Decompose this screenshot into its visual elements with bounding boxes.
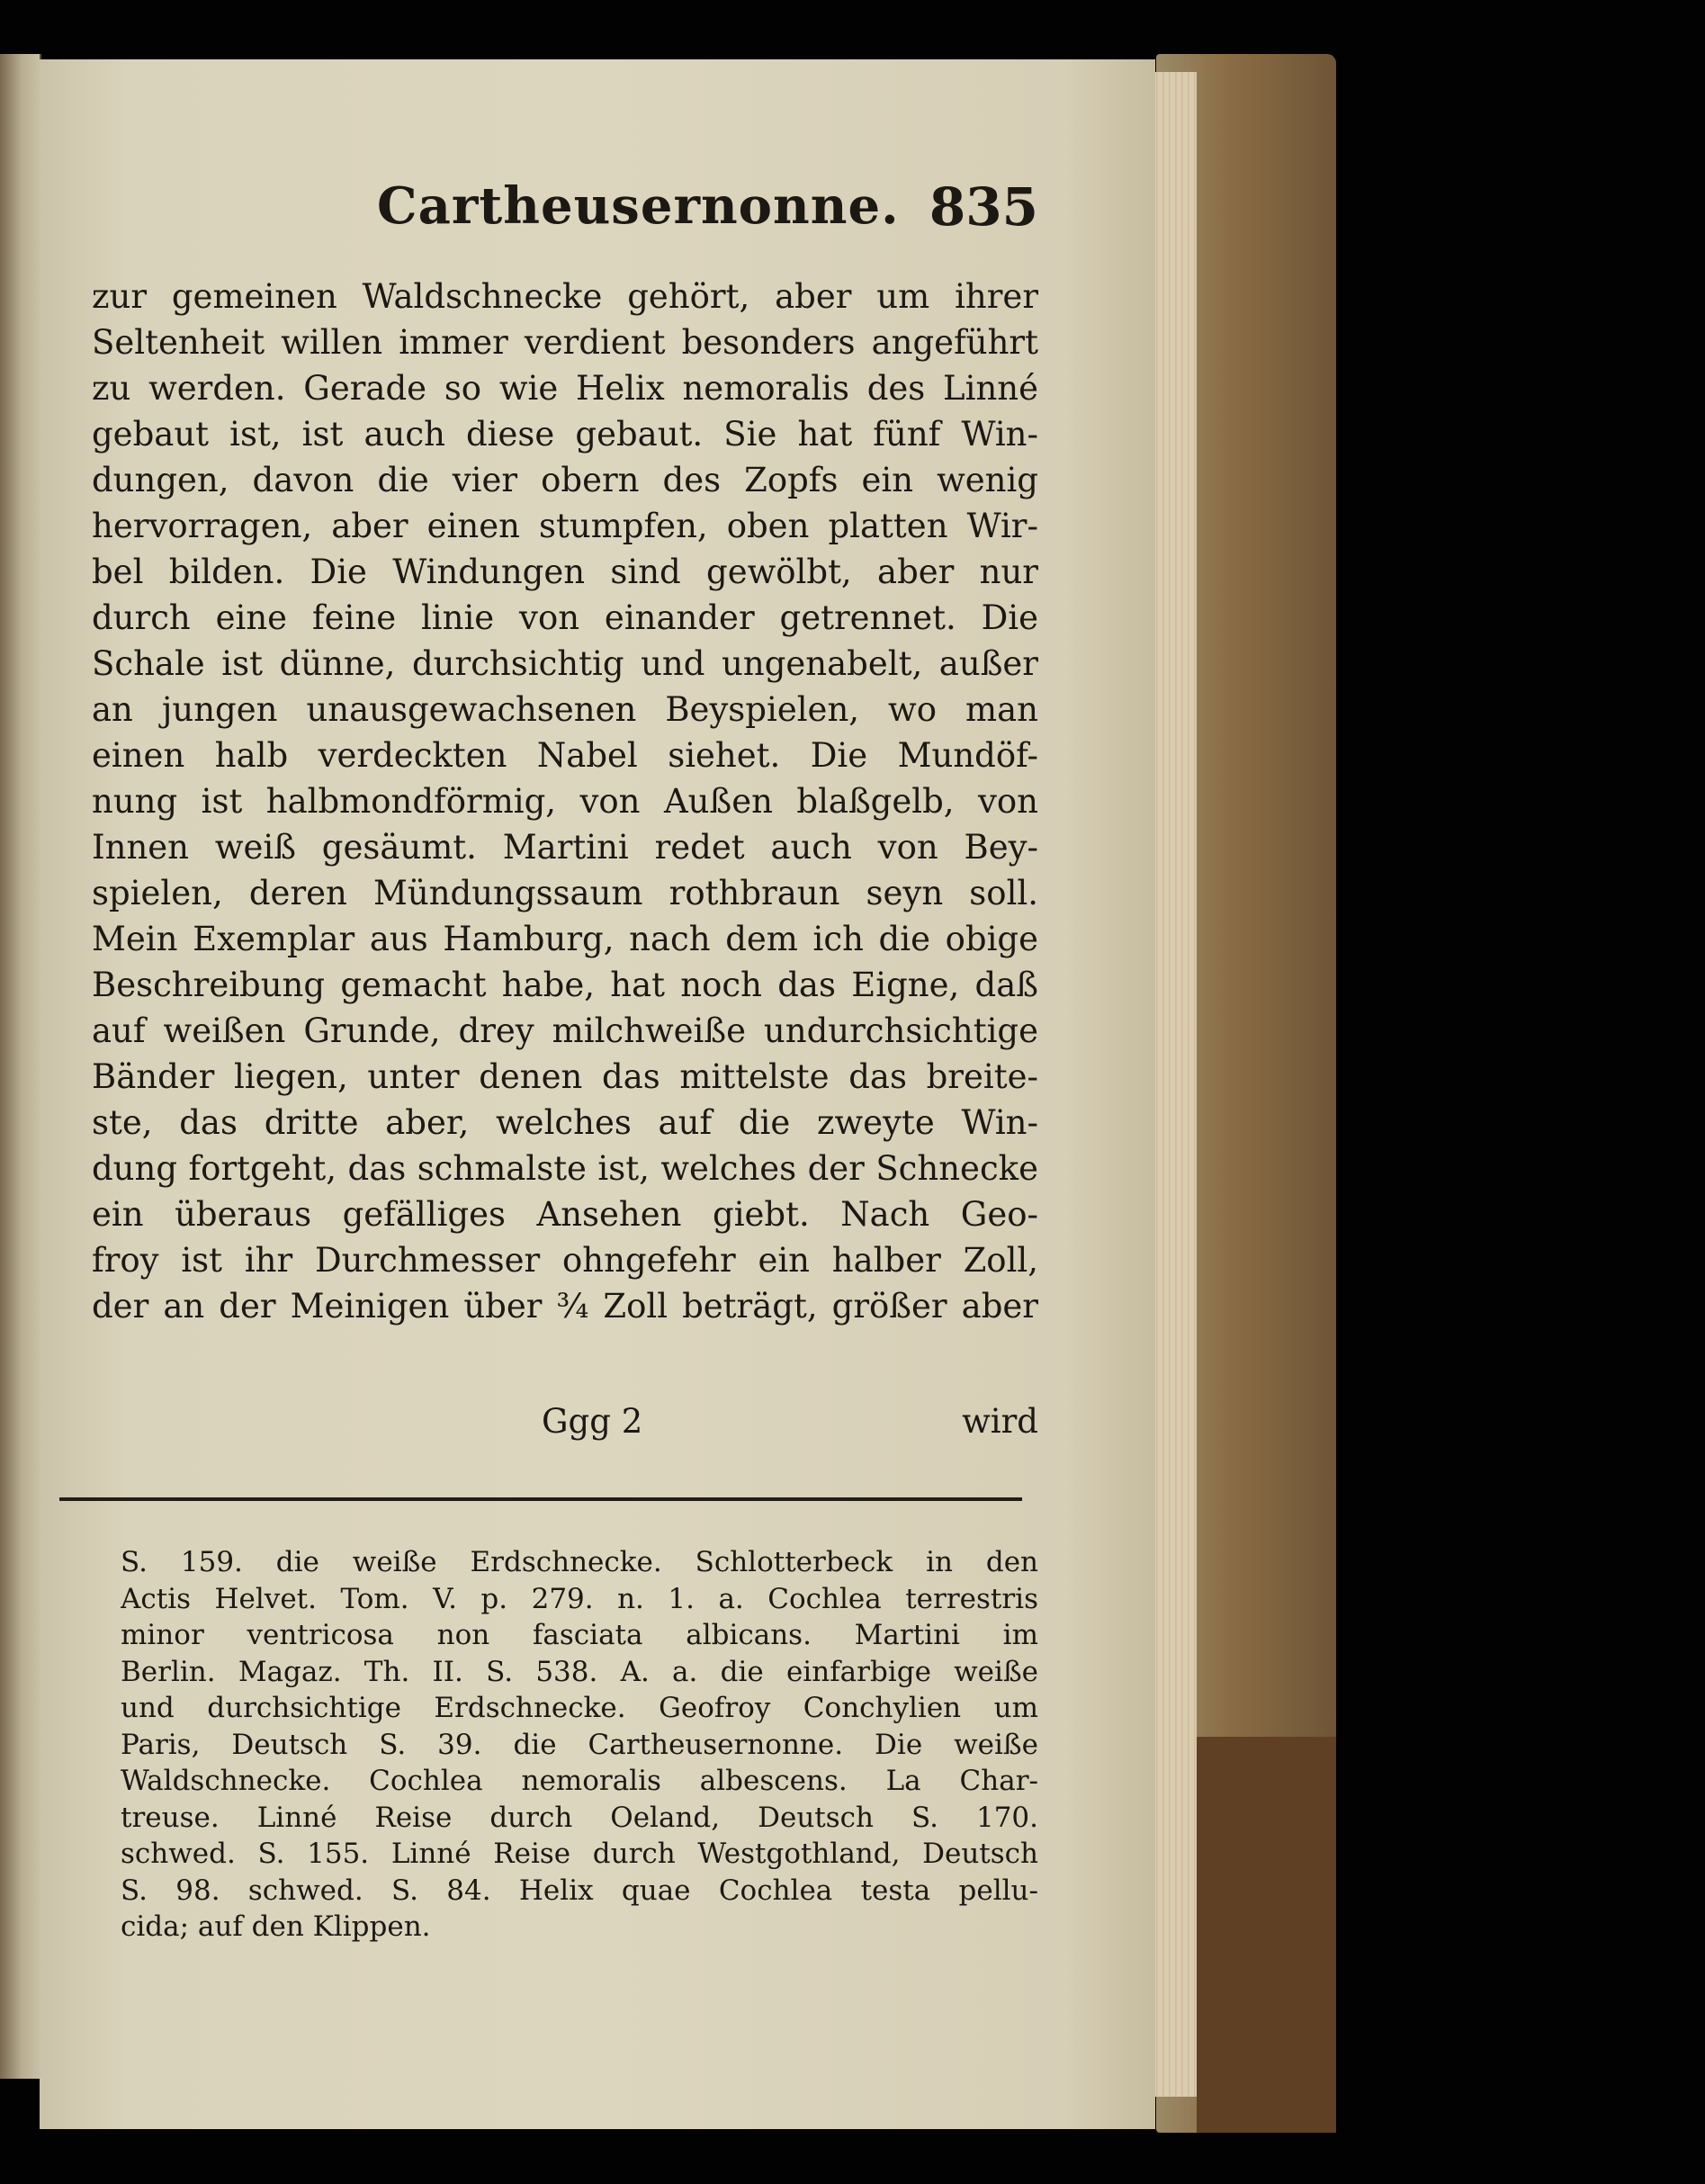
- text-line: zur gemeinen Waldschnecke gehört, aber um ihrer: [92, 277, 1038, 316]
- text-line: gebaut ist, ist auch diese gebaut. Sie hat fünf Win-: [92, 415, 1038, 454]
- text-line: Mein Exemplar aus Hamburg, nach dem ich die obige: [92, 920, 1038, 958]
- footnote-line: Waldschnecke. Cochlea nemoralis albescens. La Char-: [121, 1765, 1038, 1797]
- text-line: nung ist halbmondförmig, von Außen blaßgelb, von: [92, 782, 1038, 821]
- catchword: wird: [962, 1402, 1038, 1441]
- text-line: hervorragen, aber einen stumpfen, oben platten Wir-: [92, 507, 1038, 545]
- text-line: Beschreibung gemacht habe, hat noch das Eigne, daß: [92, 966, 1038, 1004]
- text-line: Bänder liegen, unter denen das mittelste das breite-: [92, 1057, 1038, 1096]
- text-line: durch eine feine linie von einander getrennet. Die: [92, 598, 1038, 637]
- main-text: [92, 274, 1038, 1329]
- running-title: Cartheusernonne.: [377, 176, 900, 236]
- text-line: dung fortgeht, das schmalste ist, welches der Schnecke: [92, 1149, 1038, 1188]
- footnote-line: Berlin. Magaz. Th. II. S. 538. A. a. die einfarbige weiße: [121, 1655, 1038, 1688]
- footnote-line: und durchsichtige Erdschnecke. Geofroy Conchylien um: [121, 1692, 1038, 1724]
- text-line: Schale ist dünne, durchsichtig und ungenabelt, außer: [92, 644, 1038, 683]
- page-number: 835: [929, 176, 1038, 238]
- facing-page-edge: [0, 54, 41, 2079]
- text-line: zu werden. Gerade so wie Helix nemoralis des Linné: [92, 369, 1038, 408]
- footnote-line: Paris, Deutsch S. 39. die Cartheusernonne. Die weiße: [121, 1728, 1038, 1761]
- footnote-line: minor ventricosa non fasciata albicans. Martini im: [121, 1619, 1038, 1651]
- text-line: an jungen unausgewachsenen Beyspielen, wo man: [92, 690, 1038, 729]
- text-line: Seltenheit willen immer verdient besonders angeführt: [92, 323, 1038, 362]
- footnote-line: cida; auf den Klippen.: [121, 1910, 431, 1943]
- footnote-line: Actis Helvet. Tom. V. p. 279. n. 1. a. Cochlea terrestris: [121, 1582, 1038, 1615]
- footnote-line: S. 98. schwed. S. 84. Helix quae Cochlea testa pellu-: [121, 1874, 1038, 1907]
- text-line: froy ist ihr Durchmesser ohngefehr ein halber Zoll,: [92, 1241, 1038, 1280]
- page-header: [175, 176, 1038, 248]
- printer-signature: Ggg 2: [542, 1402, 643, 1441]
- signature-line: [92, 1402, 1038, 1449]
- footnote: [121, 1544, 1038, 1946]
- footnote-line: schwed. S. 155. Linné Reise durch Westgothland, Deutsch: [121, 1838, 1038, 1870]
- text-line: dungen, davon die vier obern des Zopfs ein wenig: [92, 461, 1038, 499]
- text-line: der an der Meinigen über ¾ Zoll beträgt, größer aber: [92, 1287, 1038, 1326]
- footnote-line: S. 159. die weiße Erdschnecke. Schlotterbeck in den: [121, 1546, 1038, 1578]
- text-line: auf weißen Grunde, drey milchweiße undurchsichtige: [92, 1011, 1038, 1050]
- text-line: Innen weiß gesäumt. Martini redet auch von Bey-: [92, 828, 1038, 867]
- book-page: [40, 59, 1155, 2129]
- page-edges: [1152, 72, 1197, 2097]
- text-line: ein überaus gefälliges Ansehen giebt. Nach Geo-: [92, 1195, 1038, 1234]
- text-line: bel bilden. Die Windungen sind gewölbt, aber nur: [92, 553, 1038, 591]
- footnote-rule: [59, 1497, 1022, 1501]
- book-cover-leather: [1197, 1737, 1336, 2133]
- text-line: einen halb verdeckten Nabel siehet. Die Mundöf-: [92, 736, 1038, 775]
- text-line: spielen, deren Mündungssaum rothbraun seyn soll.: [92, 874, 1038, 912]
- text-line: ste, das dritte aber, welches auf die zweyte Win-: [92, 1103, 1038, 1142]
- footnote-line: treuse. Linné Reise durch Oeland, Deutsch S. 170.: [121, 1801, 1038, 1834]
